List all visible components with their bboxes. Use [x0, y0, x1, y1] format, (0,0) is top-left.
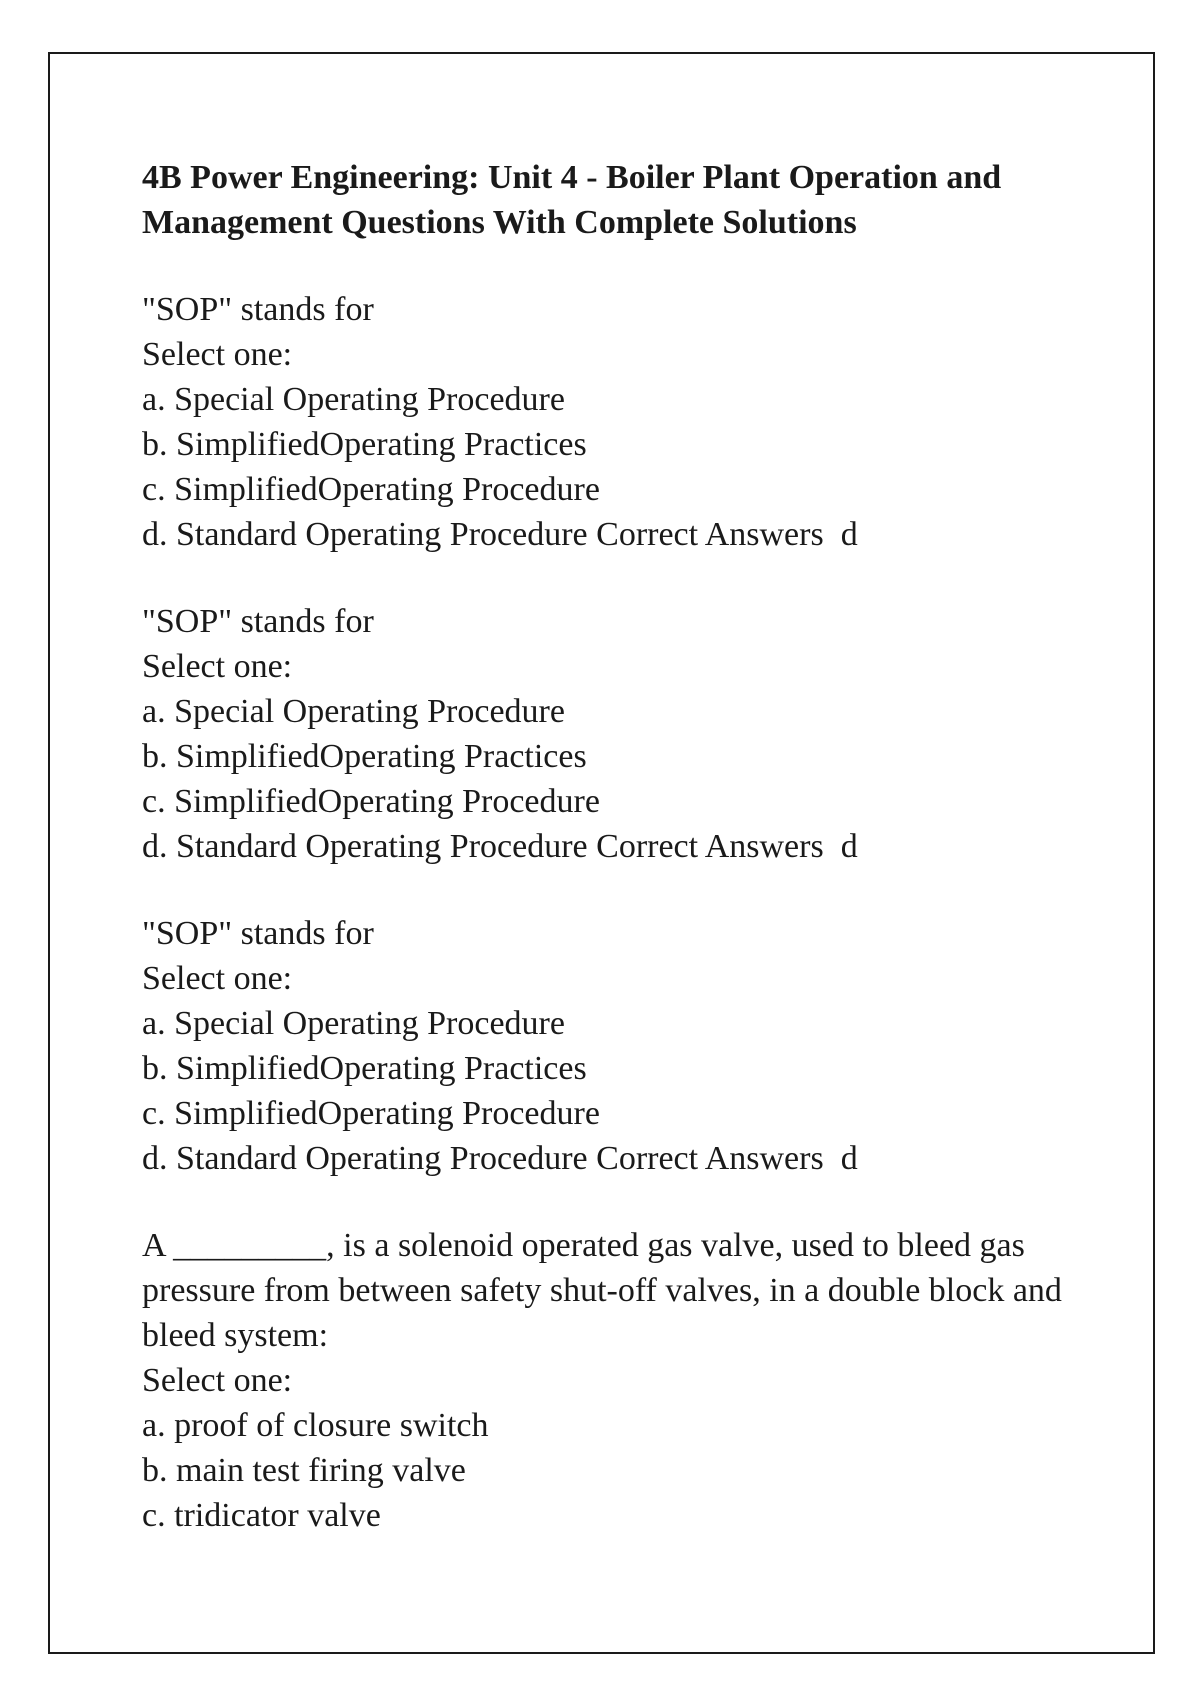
answer-option-c: c. SimplifiedOperating Procedure — [142, 1095, 600, 1132]
question-prompt: Select one: — [142, 1362, 293, 1399]
answer-option-c: c. SimplifiedOperating Procedure — [142, 783, 600, 820]
question-block — [142, 599, 1072, 869]
answer-option-a: a. Special Operating Procedure — [142, 381, 565, 418]
answer-option-b: b. SimplifiedOperating Practices — [142, 1050, 587, 1087]
question-block — [142, 911, 1072, 1181]
question-stem: "SOP" stands for — [142, 603, 374, 640]
answer-option-b: b. main test firing valve — [142, 1452, 466, 1489]
question-prompt: Select one: — [142, 648, 293, 685]
answer-option-a: a. proof of closure switch — [142, 1407, 489, 1444]
answer-option-a: a. Special Operating Procedure — [142, 693, 565, 730]
answer-option-c: c. tridicator valve — [142, 1497, 381, 1534]
document-body — [142, 155, 1072, 1580]
question-stem: A _________, is a solenoid operated gas valve, used to bleed gas pressure from between safety shut-off valves, in a double block and bleed system: — [142, 1227, 1062, 1354]
answer-option-a: a. Special Operating Procedure — [142, 1005, 565, 1042]
question-prompt: Select one: — [142, 960, 293, 997]
answer-option-d: d. Standard Operating Procedure Correct Answers d — [142, 1140, 858, 1177]
question-block — [142, 1223, 1072, 1538]
document-title: 4B Power Engineering: Unit 4 - Boiler Plant Operation and Management Questions With Complete Solutions — [142, 159, 1002, 241]
answer-option-b: b. SimplifiedOperating Practices — [142, 426, 587, 463]
question-prompt: Select one: — [142, 336, 293, 373]
answer-option-d: d. Standard Operating Procedure Correct Answers d — [142, 516, 858, 553]
answer-option-c: c. SimplifiedOperating Procedure — [142, 471, 600, 508]
answer-option-b: b. SimplifiedOperating Practices — [142, 738, 587, 775]
answer-option-d: d. Standard Operating Procedure Correct Answers d — [142, 828, 858, 865]
question-stem: "SOP" stands for — [142, 915, 374, 952]
question-block — [142, 287, 1072, 557]
question-stem: "SOP" stands for — [142, 291, 374, 328]
